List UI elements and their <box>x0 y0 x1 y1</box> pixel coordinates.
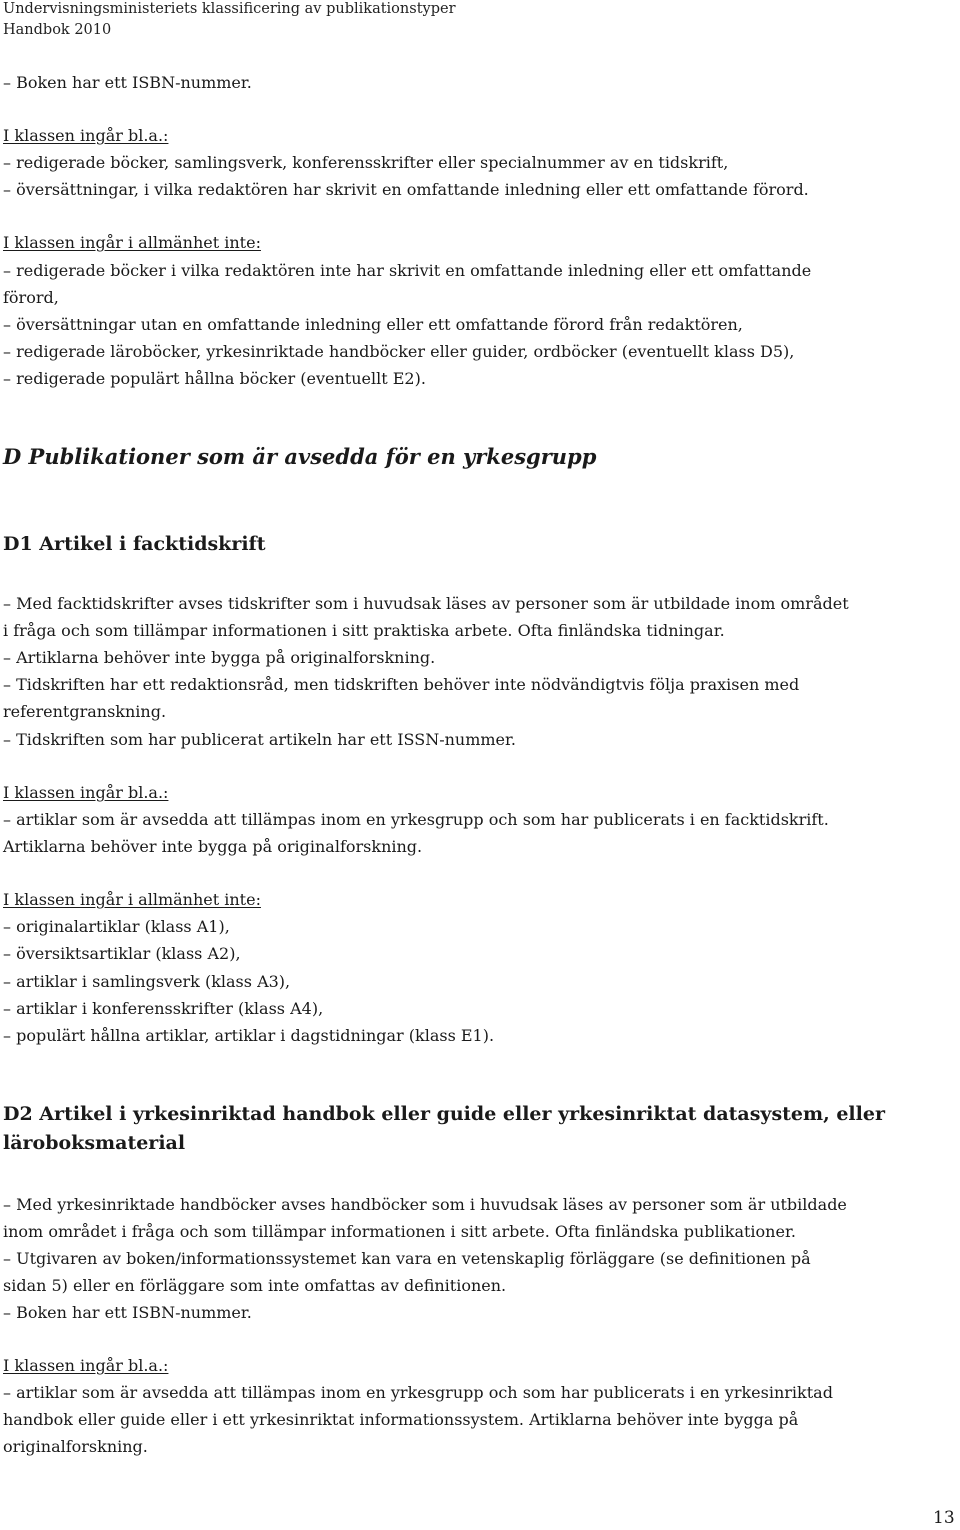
text-line: inom området i fråga och som tillämpar informationen i sitt arbete. Ofta finländska publikationer. <box>3 1222 796 1241</box>
text-line: – översiktsartiklar (klass A2), <box>3 944 241 963</box>
text-line: – Med facktidskrifter avses tidskrifter som i huvudsak läses av personer som är utbildade inom området <box>3 594 849 613</box>
text-line: – redigerade böcker i vilka redaktören inte har skrivit en omfattande inledning eller ett omfattande <box>3 261 812 280</box>
text-line: – artiklar som är avsedda att tillämpas inom en yrkesgrupp och som har publicerats i en yrkesinriktad <box>3 1383 833 1402</box>
text-line: – populärt hållna artiklar, artiklar i dagstidningar (klass E1). <box>3 1026 495 1045</box>
subheading: I klassen ingår bl.a.: <box>3 783 169 802</box>
text-line: – originalartiklar (klass A1), <box>3 917 230 936</box>
text-line: – Tidskriften som har publicerat artikeln har ett ISSN-nummer. <box>3 730 516 749</box>
text-line: originalforskning. <box>3 1437 148 1456</box>
text-line: – Med yrkesinriktade handböcker avses handböcker som i huvudsak läses av personer som är utbildade <box>3 1195 847 1214</box>
text-line: – Utgivaren av boken/informationssystemet kan vara en vetenskaplig förläggare (se definitionen på <box>3 1249 811 1268</box>
text-line: – artiklar i samlingsverk (klass A3), <box>3 972 291 991</box>
text-line: i fråga och som tillämpar informationen i sitt praktiska arbete. Ofta finländska tidningar. <box>3 621 725 640</box>
text-line: handbok eller guide eller i ett yrkesinriktat informationssystem. Artiklarna behöver inte bygga på <box>3 1410 799 1429</box>
text-line: – Artiklarna behöver inte bygga på originalforskning. <box>3 648 436 667</box>
running-header-title: Undervisningsministeriets klassificering av publikationstyper <box>3 1 456 17</box>
text-line: – redigerade läroböcker, yrkesinriktade handböcker eller guider, ordböcker (eventuellt klass D5), <box>3 342 795 361</box>
text-line: – Boken har ett ISBN-nummer. <box>3 73 252 92</box>
text-line: sidan 5) eller en förläggare som inte omfattas av definitionen. <box>3 1276 507 1295</box>
text-line: – Boken har ett ISBN-nummer. <box>3 1303 252 1322</box>
subheading: I klassen ingår bl.a.: <box>3 1356 169 1375</box>
text-line: – redigerade böcker, samlingsverk, konferensskrifter eller specialnummer av en tidskrift, <box>3 153 729 172</box>
text-line: förord, <box>3 288 59 307</box>
page-number: 13 <box>933 1508 955 1528</box>
text-line: – Tidskriften har ett redaktionsråd, men tidskriften behöver inte nödvändigtvis följa praxisen med <box>3 675 800 694</box>
text-line: referentgranskning. <box>3 702 167 721</box>
running-header-subtitle: Handbok 2010 <box>3 22 112 38</box>
section-heading: D Publikationer som är avsedda för en yrkesgrupp <box>3 444 597 469</box>
text-line: – artiklar som är avsedda att tillämpas inom en yrkesgrupp och som har publicerats i en facktidskrift. <box>3 810 829 829</box>
text-line: Artiklarna behöver inte bygga på originalforskning. <box>3 837 423 856</box>
text-line: – artiklar i konferensskrifter (klass A4), <box>3 999 324 1018</box>
subsection-heading: läroboksmaterial <box>3 1132 186 1154</box>
text-line: – översättningar utan en omfattande inledning eller ett omfattande förord från redaktören, <box>3 315 743 334</box>
subheading: I klassen ingår bl.a.: <box>3 126 169 145</box>
subsection-heading: D1 Artikel i facktidskrift <box>3 533 266 555</box>
text-line: – redigerade populärt hållna böcker (eventuellt E2). <box>3 369 426 388</box>
text-line: – översättningar, i vilka redaktören har skrivit en omfattande inledning eller ett omfattande förord. <box>3 180 809 199</box>
subheading: I klassen ingår i allmänhet inte: <box>3 890 261 909</box>
subheading: I klassen ingår i allmänhet inte: <box>3 233 261 252</box>
subsection-heading: D2 Artikel i yrkesinriktad handbok eller guide eller yrkesinriktat datasystem, eller <box>3 1103 885 1125</box>
